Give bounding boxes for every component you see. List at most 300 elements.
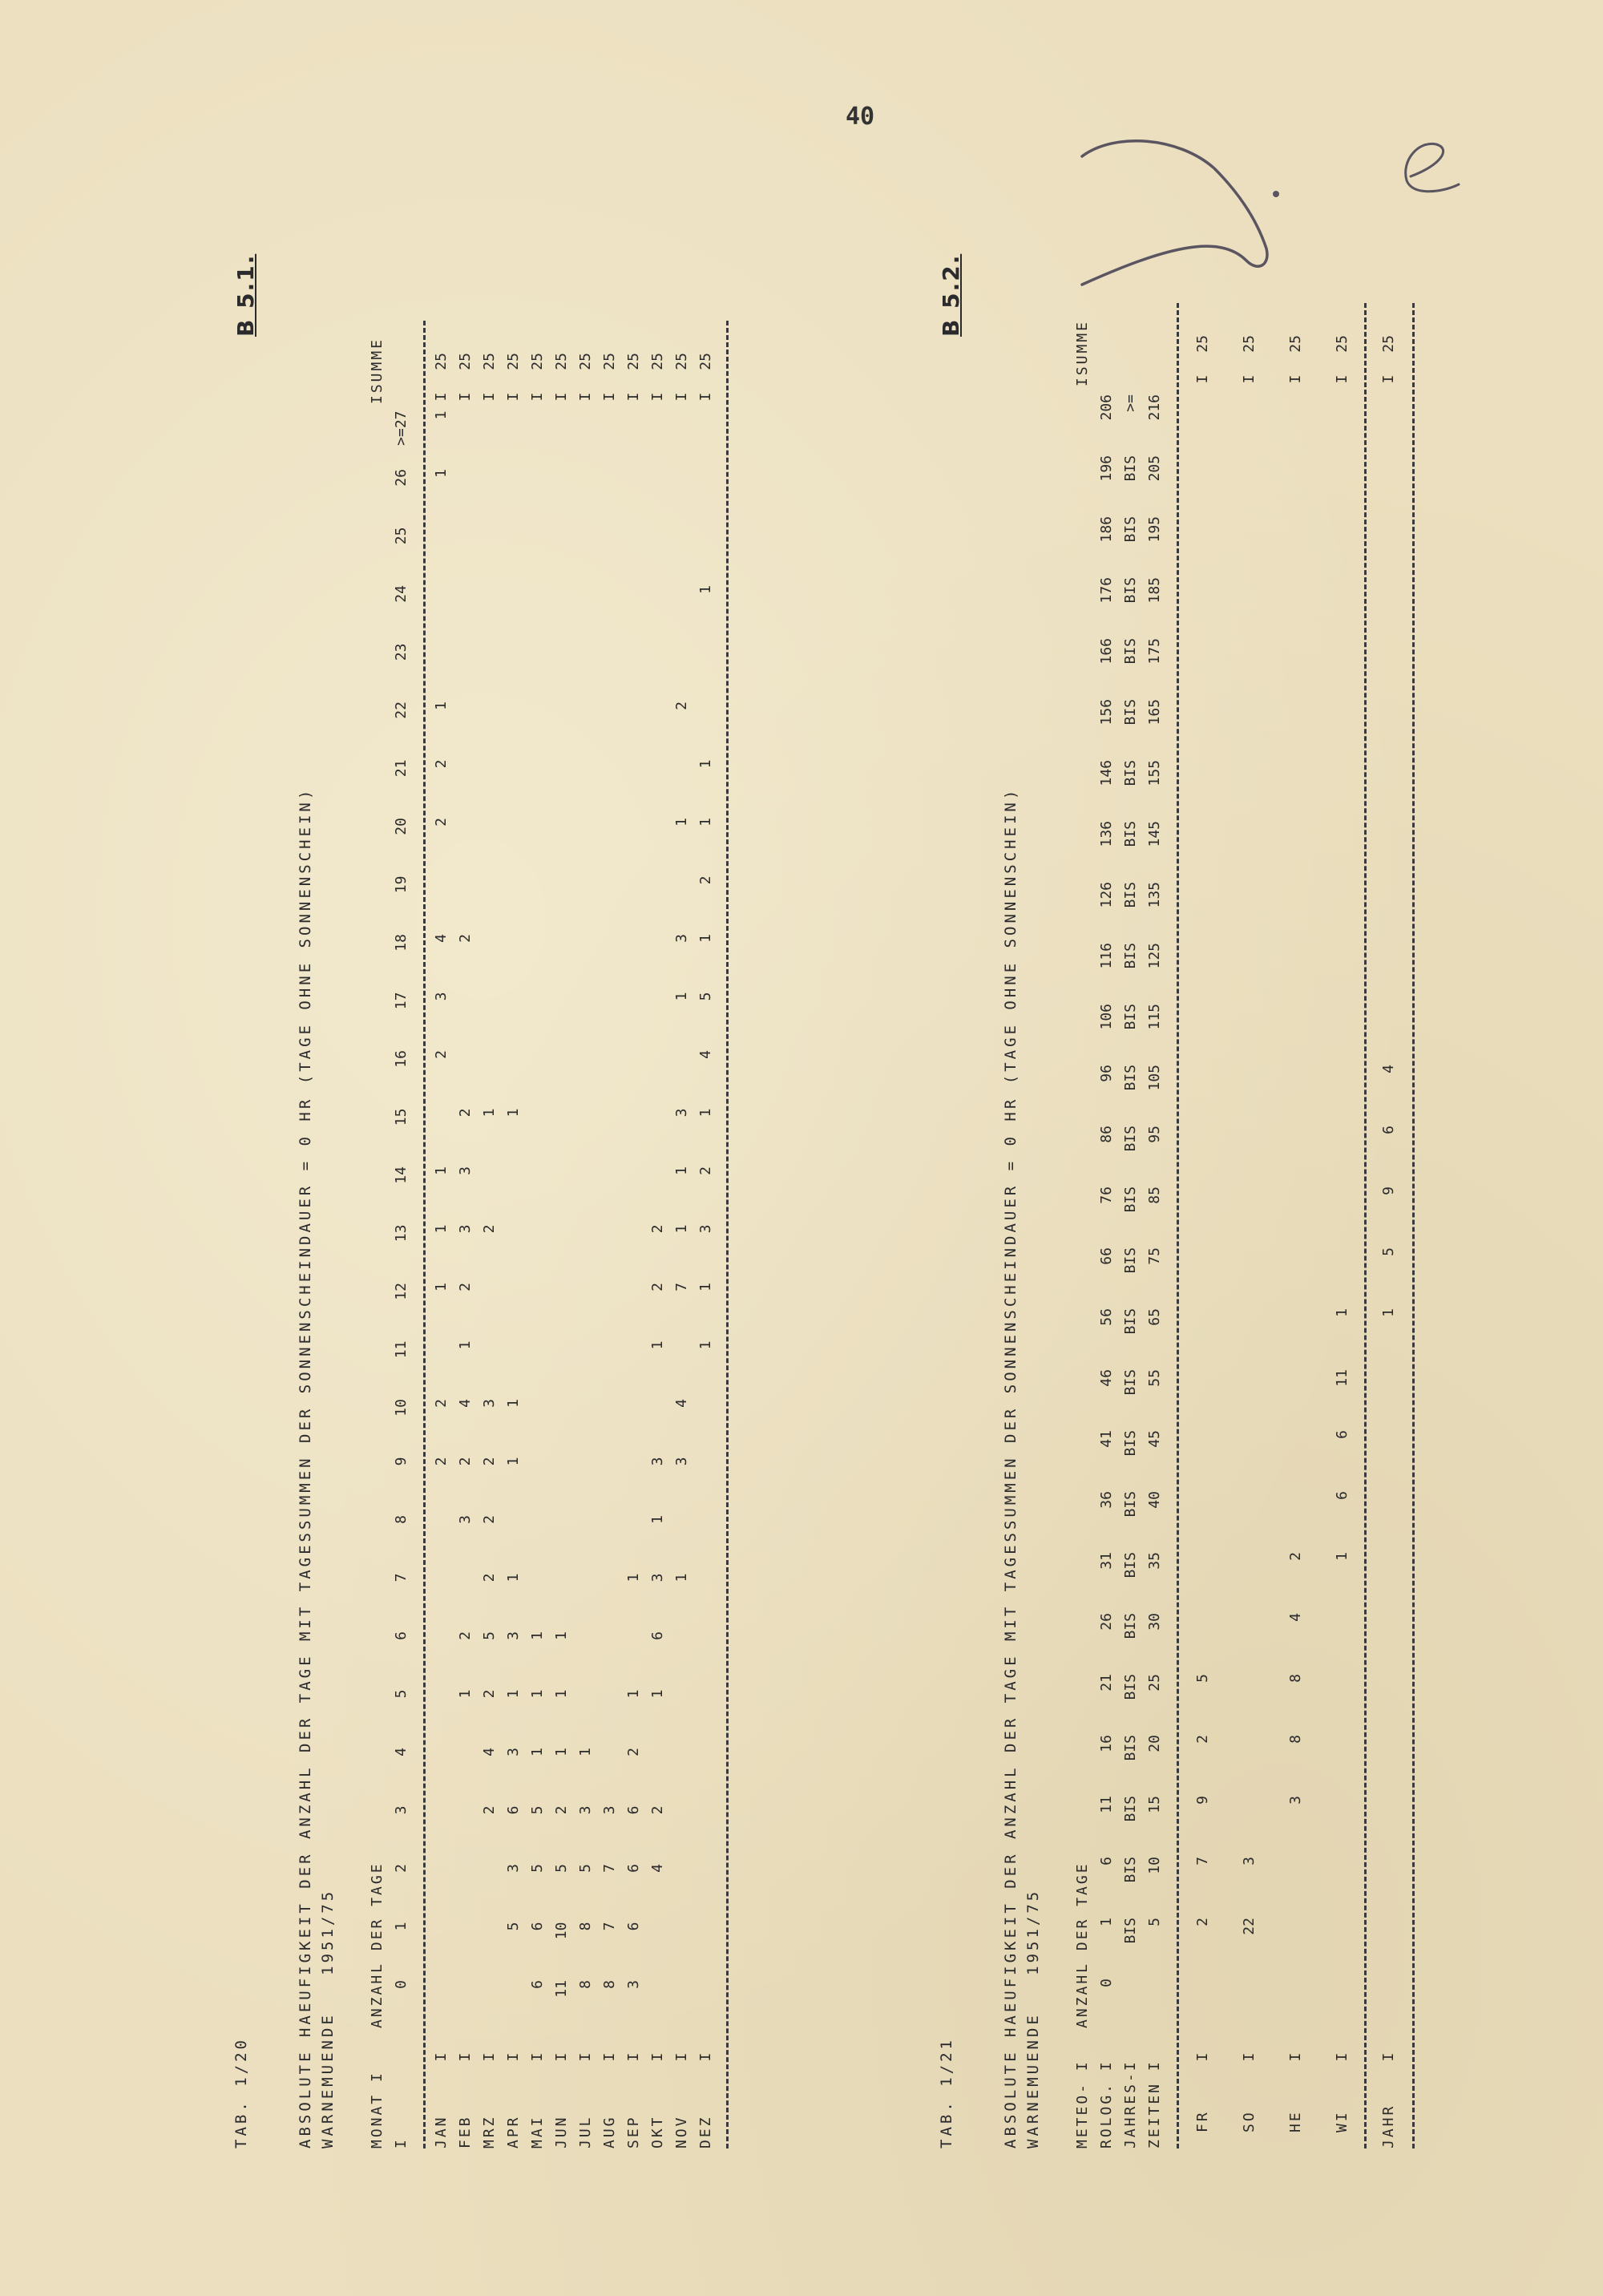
table-cell: 3 — [457, 1224, 474, 1234]
column-header: 25 — [1146, 1674, 1163, 1692]
table-cell: 1 — [1380, 1308, 1397, 1317]
table-cell: 2 — [625, 1748, 642, 1756]
column-header: BIS — [1122, 1065, 1139, 1091]
row-separator: I — [1334, 2052, 1351, 2062]
row-sum: 25 — [529, 353, 546, 370]
table-cell: 1 — [457, 1340, 474, 1350]
column-header: 21 — [393, 759, 410, 778]
column-header: 12 — [393, 1283, 410, 1300]
table-cell: 1 — [673, 1224, 690, 1234]
column-header: >= — [1122, 394, 1139, 412]
table-cell: 1 — [433, 1166, 450, 1175]
column-header: 5 — [393, 1689, 410, 1699]
section-reference: B 5.2. — [938, 253, 964, 337]
table-cell: 1 — [673, 818, 690, 827]
column-header: 206 — [1098, 394, 1115, 421]
row-separator: I — [697, 392, 714, 402]
table-cell: 1 — [505, 1399, 522, 1408]
column-header: 5 — [1146, 1918, 1163, 1926]
column-header: BIS — [1122, 821, 1139, 847]
table-cell: 2 — [1287, 1552, 1304, 1561]
table-row — [529, 321, 553, 2148]
column-header: 65 — [1146, 1308, 1163, 1326]
column-header: 0 — [393, 1980, 410, 1989]
column-header: 46 — [1098, 1369, 1115, 1387]
axis-title: ANZAHL DER TAGE — [369, 1861, 386, 2028]
table-cell: 7 — [1194, 1857, 1211, 1866]
row-separator: I — [433, 2052, 450, 2062]
column-header: BIS — [1122, 516, 1139, 543]
table-cell: 6 — [625, 1864, 642, 1873]
table-cell: 1 — [433, 1283, 450, 1292]
month-label: SEP — [625, 2115, 642, 2148]
column-header: 85 — [1146, 1186, 1163, 1204]
table-cell: 3 — [505, 1748, 522, 1756]
column-header: 4 — [393, 1748, 410, 1756]
table-cell: 4 — [1380, 1065, 1397, 1073]
table-cell: 5 — [577, 1864, 594, 1873]
table-cell: 9 — [1194, 1796, 1211, 1805]
row-sum: 25 — [553, 353, 570, 370]
column-header: 26 — [1098, 1613, 1115, 1631]
table-cell: 3 — [505, 1631, 522, 1640]
table-cell: 1 — [649, 1340, 666, 1350]
column-header: 8 — [393, 1515, 410, 1524]
table-cell: 7 — [673, 1283, 690, 1292]
column-header: 66 — [1098, 1247, 1115, 1265]
table-cell: 6 — [1334, 1430, 1351, 1439]
column-header: 45 — [1146, 1430, 1163, 1448]
row-sum: 25 — [601, 353, 618, 370]
row-separator: I — [505, 2052, 522, 2062]
table-row — [1287, 303, 1311, 2148]
table-cell: 2 — [481, 1224, 498, 1234]
row-separator: I — [1287, 374, 1304, 384]
footer-divider — [1412, 303, 1415, 2148]
table-cell: 2 — [481, 1457, 498, 1466]
column-header: 3 — [393, 1805, 410, 1815]
column-header: BIS — [1122, 882, 1139, 908]
table-cell: 6 — [649, 1631, 666, 1640]
table-cell: 1 — [577, 1748, 594, 1756]
column-header: 165 — [1146, 699, 1163, 726]
column-header: 86 — [1098, 1126, 1115, 1143]
table-cell: 4 — [697, 1050, 714, 1059]
table-title: ABSOLUTE HAEUFIGKEIT DER ANZAHL DER TAGE MIT TAGESSUMMEN DER SONNENSCHEINDAUER = 0 HR (TAGE OHNE SONNENSCHEIN) — [297, 786, 314, 2148]
table-cell: 4 — [481, 1748, 498, 1756]
column-header: 23 — [393, 643, 410, 661]
table-cell: 1 — [505, 1457, 522, 1466]
table-cell: 3 — [649, 1457, 666, 1466]
table-cell: 3 — [457, 1515, 474, 1524]
column-header: BIS — [1122, 1430, 1139, 1457]
table-cell: 3 — [697, 1224, 714, 1234]
column-header: 9 — [393, 1457, 410, 1466]
row-separator: I — [505, 392, 522, 402]
column-header: 15 — [393, 1108, 410, 1126]
table-cell: 1 — [697, 759, 714, 769]
table-row — [673, 321, 697, 2148]
column-header: BIS — [1122, 1918, 1139, 1944]
table-cell: 6 — [529, 1922, 546, 1931]
table-cell: 5 — [529, 1805, 546, 1815]
column-header: 156 — [1098, 699, 1115, 726]
table-cell: 3 — [601, 1805, 618, 1815]
table-cell: 4 — [457, 1399, 474, 1408]
column-header: BIS — [1122, 1126, 1139, 1152]
row-header-label: MONAT I — [369, 2071, 386, 2148]
column-header: 146 — [1098, 760, 1115, 786]
season-label: FR — [1194, 2110, 1211, 2132]
row-separator: I — [625, 392, 642, 402]
column-header: BIS — [1122, 638, 1139, 665]
row-separator: I — [457, 2052, 474, 2062]
table-cell: 6 — [1334, 1491, 1351, 1500]
table-cell: 1 — [433, 701, 450, 710]
table-row — [577, 321, 601, 2148]
row-sum: 25 — [1334, 335, 1351, 353]
table-cell: 2 — [433, 1050, 450, 1059]
column-header: 31 — [1098, 1552, 1115, 1570]
table-row — [697, 321, 721, 2148]
table-cell: 4 — [649, 1864, 666, 1873]
table-cell: 1 — [529, 1748, 546, 1756]
row-sum: 25 — [505, 353, 522, 370]
table-cell: 1 — [505, 1108, 522, 1118]
table-cell: 1 — [697, 1283, 714, 1292]
table-cell: 2 — [649, 1283, 666, 1292]
table-cell: 2 — [649, 1805, 666, 1815]
column-header: 106 — [1098, 1004, 1115, 1030]
column-header: 35 — [1146, 1552, 1163, 1570]
table-cell: 1 — [553, 1631, 570, 1640]
table-cell: 1 — [625, 1573, 642, 1583]
column-header: 17 — [393, 992, 410, 1010]
column-header: 25 — [393, 527, 410, 545]
row-separator: I — [529, 392, 546, 402]
table-cell: 3 — [505, 1864, 522, 1873]
table-cell: 3 — [1287, 1796, 1304, 1805]
table-cell: 8 — [577, 1922, 594, 1931]
column-header: 135 — [1146, 882, 1163, 908]
table-cell: 9 — [1380, 1186, 1397, 1195]
table-id: TAB. 1/20 — [232, 2037, 250, 2148]
column-header: 216 — [1146, 394, 1163, 421]
table-cell: 1 — [673, 992, 690, 1001]
table-cell: 2 — [457, 1631, 474, 1640]
column-header: 11 — [393, 1340, 410, 1359]
row-sum: 25 — [457, 353, 474, 370]
row-separator: I — [673, 2052, 690, 2062]
month-label: JAN — [433, 2115, 450, 2148]
row-sum: 25 — [1287, 335, 1304, 353]
column-header: 55 — [1146, 1369, 1163, 1387]
column-header: 0 — [1098, 1979, 1115, 1987]
row-header-label: ZEITEN I — [1146, 2060, 1163, 2148]
column-header: 175 — [1146, 638, 1163, 665]
table-cell: 1 — [553, 1748, 570, 1756]
table-cell: 2 — [457, 934, 474, 943]
column-header: 6 — [393, 1631, 410, 1640]
table-cell: 3 — [577, 1805, 594, 1815]
page-number: 40 — [846, 103, 875, 131]
column-header: BIS — [1122, 455, 1139, 482]
month-label: AUG — [601, 2115, 618, 2148]
table-cell: 8 — [1287, 1735, 1304, 1744]
table-cell: 3 — [673, 1108, 690, 1118]
season-label: SO — [1241, 2110, 1258, 2132]
table-cell: 5 — [1194, 1674, 1211, 1683]
row-separator: I — [1334, 374, 1351, 384]
column-header: 56 — [1098, 1308, 1115, 1326]
month-label: NOV — [673, 2115, 690, 2148]
month-label: APR — [505, 2115, 522, 2148]
row-header-label: METEO- I — [1074, 2060, 1091, 2148]
table-row — [433, 321, 457, 2148]
column-header: 205 — [1146, 455, 1163, 482]
row-separator: I — [625, 2052, 642, 2062]
column-header: 195 — [1146, 516, 1163, 543]
table-cell: 7 — [601, 1864, 618, 1873]
table-cell: 2 — [673, 701, 690, 710]
column-header: BIS — [1122, 1247, 1139, 1274]
table-cell: 1 — [697, 585, 714, 594]
table-cell: 1 — [481, 1108, 498, 1118]
row-separator: I — [1194, 374, 1211, 384]
column-header: 20 — [1146, 1735, 1163, 1752]
table-title: ABSOLUTE HAEUFIGKEIT DER ANZAHL DER TAGE MIT TAGESSUMMEN DER SONNENSCHEINDAUER = 0 HR (TAGE OHNE SONNENSCHEIN) — [1002, 786, 1020, 2148]
column-header: BIS — [1122, 1004, 1139, 1030]
column-header: 15 — [1146, 1796, 1163, 1813]
table-cell: 2 — [481, 1805, 498, 1815]
table-cell: 5 — [697, 992, 714, 1001]
table-row — [649, 321, 673, 2148]
table-cell: 1 — [553, 1689, 570, 1699]
table-cell: 2 — [697, 1166, 714, 1175]
month-label: JUN — [553, 2115, 570, 2148]
row-separator: I — [457, 392, 474, 402]
row-separator: I — [601, 2052, 618, 2062]
row-separator: I — [1380, 2052, 1397, 2062]
table-cell: 1 — [529, 1631, 546, 1640]
column-header: 116 — [1098, 943, 1115, 969]
table-cell: 1 — [1334, 1308, 1351, 1317]
column-header: 186 — [1098, 516, 1115, 543]
header-divider — [1177, 303, 1179, 2148]
row-separator: I — [1194, 2052, 1211, 2062]
month-label: JUL — [577, 2115, 594, 2148]
table-cell: 3 — [649, 1573, 666, 1583]
table-row — [505, 321, 529, 2148]
column-header: 30 — [1146, 1613, 1163, 1631]
table-cell: 11 — [553, 1980, 570, 1998]
table-cell: 3 — [457, 1166, 474, 1175]
table-cell: 1 — [673, 1166, 690, 1175]
row-sum: 25 — [481, 353, 498, 370]
row-sum: 25 — [577, 353, 594, 370]
row-separator: I — [577, 392, 594, 402]
footer-divider — [726, 321, 729, 2148]
table-cell: 1 — [649, 1689, 666, 1699]
column-header: 40 — [1146, 1491, 1163, 1509]
table-cell: 10 — [553, 1922, 570, 1940]
table-cell: 8 — [1287, 1674, 1304, 1683]
column-header: BIS — [1122, 1491, 1139, 1518]
table-cell: 1 — [697, 818, 714, 827]
column-header: 1 — [1098, 1918, 1115, 1926]
row-separator: I — [649, 2052, 666, 2062]
table-cell: 1 — [457, 1689, 474, 1699]
table-cell: 1 — [697, 1340, 714, 1350]
row-sum: 25 — [1194, 335, 1211, 353]
row-sum: 25 — [1380, 335, 1397, 353]
table-row — [1194, 303, 1218, 2148]
column-header: 26 — [393, 469, 410, 487]
row-separator: I — [1241, 374, 1258, 384]
month-label: DEZ — [697, 2115, 714, 2148]
table-cell: 6 — [1380, 1126, 1397, 1134]
table-cell: 5 — [553, 1864, 570, 1873]
table-row — [1241, 303, 1265, 2148]
month-label: FEB — [457, 2115, 474, 2148]
column-header: 21 — [1098, 1674, 1115, 1692]
column-header: 10 — [1146, 1857, 1163, 1874]
column-header: 196 — [1098, 455, 1115, 482]
row-separator: I — [1287, 2052, 1304, 2062]
month-label: MRZ — [481, 2115, 498, 2148]
table-1-21 — [938, 241, 1603, 2148]
column-header: 166 — [1098, 638, 1115, 665]
table-cell: 7 — [601, 1922, 618, 1931]
table-cell: 5 — [505, 1922, 522, 1931]
column-header: 41 — [1098, 1430, 1115, 1448]
row-sum: 25 — [697, 353, 714, 370]
table-cell: 2 — [1194, 1918, 1211, 1926]
row-sum: 25 — [625, 353, 642, 370]
sum-header: ISUMME — [369, 337, 386, 404]
year-divider — [1364, 303, 1367, 2148]
table-row — [1334, 303, 1358, 2148]
row-header-label: JAHRES-I — [1122, 2060, 1139, 2148]
column-header: 7 — [393, 1573, 410, 1583]
table-cell: 2 — [553, 1805, 570, 1815]
table-cell: 3 — [673, 934, 690, 943]
column-header: 96 — [1098, 1065, 1115, 1082]
season-label: JAHR — [1380, 2104, 1397, 2148]
table-cell: 1 — [1334, 1552, 1351, 1561]
column-header: BIS — [1122, 577, 1139, 604]
column-header: BIS — [1122, 1857, 1139, 1883]
row-sum: 25 — [673, 353, 690, 370]
table-cell: 1 — [505, 1689, 522, 1699]
axis-title: ANZAHL DER TAGE — [1074, 1861, 1091, 2028]
table-row — [457, 321, 481, 2148]
row-separator: I — [553, 392, 570, 402]
table-cell: 4 — [433, 934, 450, 943]
table-location: WARNEMUENDE 1951/75 — [1024, 1888, 1042, 2148]
table-cell: 2 — [433, 818, 450, 827]
column-header: BIS — [1122, 760, 1139, 786]
table-cell: 22 — [1241, 1918, 1258, 1935]
column-header: 136 — [1098, 821, 1115, 847]
column-header: BIS — [1122, 943, 1139, 969]
column-header: 16 — [393, 1050, 410, 1068]
row-separator: I — [673, 392, 690, 402]
row-separator: I — [481, 2052, 498, 2062]
table-id: TAB. 1/21 — [938, 2037, 955, 2148]
table-row — [481, 321, 505, 2148]
table-cell: 3 — [433, 992, 450, 1001]
column-header: 125 — [1146, 943, 1163, 969]
column-header: BIS — [1122, 1369, 1139, 1396]
column-header: 18 — [393, 934, 410, 952]
row-sum: 25 — [433, 353, 450, 370]
table-cell: 11 — [1334, 1369, 1351, 1387]
column-header: 126 — [1098, 882, 1115, 908]
column-header: BIS — [1122, 699, 1139, 726]
table-cell: 2 — [433, 759, 450, 769]
table-cell: 1 — [529, 1689, 546, 1699]
column-header: 115 — [1146, 1004, 1163, 1030]
column-header: BIS — [1122, 1308, 1139, 1335]
table-cell: 2 — [457, 1283, 474, 1292]
column-header: 185 — [1146, 577, 1163, 604]
column-header: 105 — [1146, 1065, 1163, 1091]
column-header: BIS — [1122, 1735, 1139, 1761]
column-header: 24 — [393, 585, 410, 603]
table-cell: 3 — [1241, 1857, 1258, 1866]
table-cell: 4 — [1287, 1613, 1304, 1622]
row-separator: I — [529, 2052, 546, 2062]
column-header: 95 — [1146, 1126, 1163, 1143]
table-cell: 6 — [529, 1980, 546, 1989]
table-cell: 5 — [529, 1864, 546, 1873]
season-label: HE — [1287, 2110, 1304, 2132]
table-cell: 2 — [457, 1108, 474, 1118]
column-header: 1 — [393, 1922, 410, 1931]
row-separator: I — [433, 392, 450, 402]
row-separator: I — [1241, 2052, 1258, 2062]
column-header: 145 — [1146, 821, 1163, 847]
table-cell: 1 — [625, 1689, 642, 1699]
table-row — [625, 321, 649, 2148]
table-1-20 — [232, 241, 954, 2148]
table-cell: 1 — [697, 1108, 714, 1118]
table-cell: 1 — [433, 410, 450, 420]
row-separator: I — [553, 2052, 570, 2062]
table-cell: 2 — [433, 1399, 450, 1408]
table-cell: 3 — [625, 1980, 642, 1989]
table-cell: 2 — [649, 1224, 666, 1234]
table-cell: 1 — [505, 1573, 522, 1583]
row-sum: 25 — [649, 353, 666, 370]
column-header: BIS — [1122, 1613, 1139, 1639]
table-cell: 1 — [433, 469, 450, 478]
table-cell: 1 — [673, 1573, 690, 1583]
column-header: >=27 — [393, 410, 410, 446]
table-cell: 1 — [433, 1224, 450, 1234]
table-row — [1380, 303, 1404, 2148]
table-cell: 5 — [1380, 1247, 1397, 1256]
row-sum: 25 — [1241, 335, 1258, 353]
header-divider — [423, 321, 426, 2148]
column-header: 19 — [393, 875, 410, 894]
column-header: 11 — [1098, 1796, 1115, 1813]
table-cell: 2 — [481, 1689, 498, 1699]
row-header-label: ROLOG. I — [1098, 2060, 1115, 2148]
table-cell: 1 — [697, 934, 714, 943]
column-header: 6 — [1098, 1857, 1115, 1866]
